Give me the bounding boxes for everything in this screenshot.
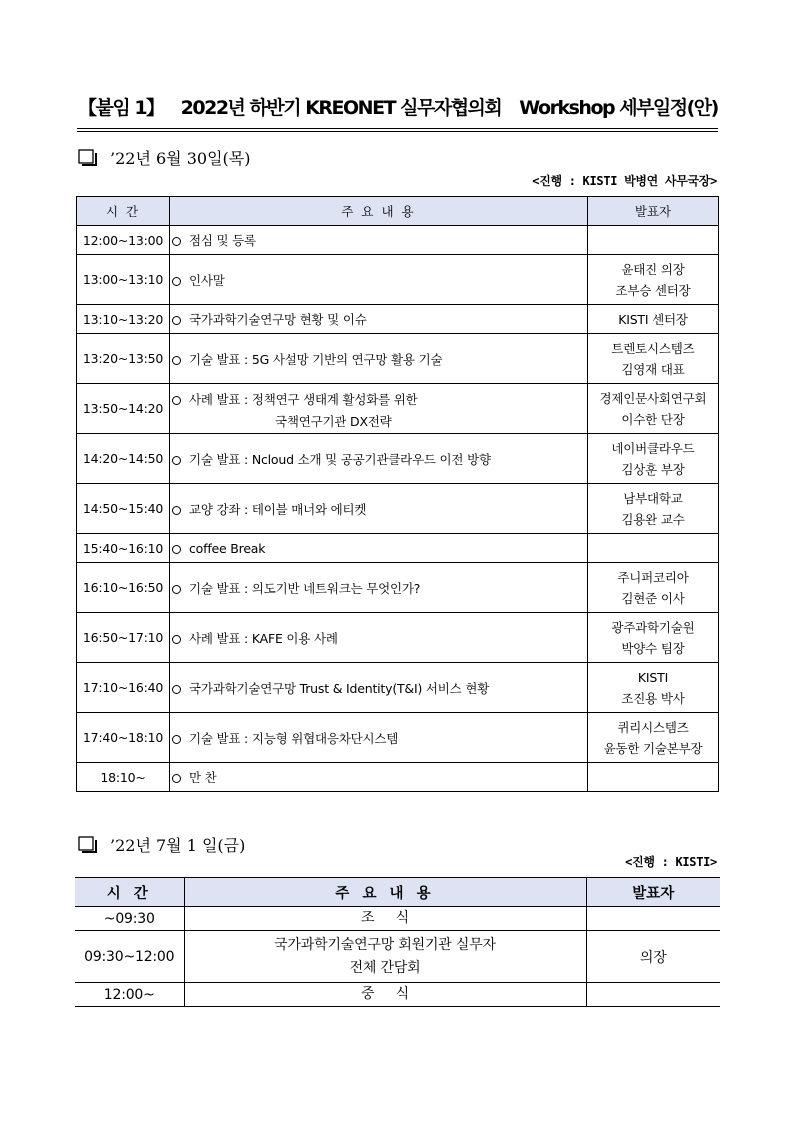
content-text: 점심 및 등록 bbox=[189, 233, 256, 248]
table-row bbox=[77, 613, 719, 663]
content-cell bbox=[170, 663, 588, 713]
time-cell: 16:50~17:10 bbox=[77, 613, 170, 663]
bullet-circle-icon bbox=[172, 774, 181, 783]
bullet-circle-icon bbox=[172, 545, 181, 554]
content-text: 조 식 bbox=[361, 910, 409, 926]
title-main: 2022년 하반기 KREONET 실무자협의회 bbox=[180, 97, 502, 119]
time-cell: 13:50~14:20 bbox=[77, 384, 170, 434]
presenter-cell bbox=[588, 334, 719, 384]
content-cell bbox=[170, 484, 588, 534]
time-cell: 13:10~13:20 bbox=[77, 305, 170, 334]
table-row bbox=[75, 983, 720, 1007]
presenter-cell bbox=[588, 613, 719, 663]
bullet-circle-icon bbox=[172, 396, 181, 405]
presenter-line: 윤태진 의장 bbox=[621, 261, 685, 277]
bullet-circle-icon bbox=[172, 356, 181, 365]
time-cell: 13:20~13:50 bbox=[77, 334, 170, 384]
col-time-header: 시 간 bbox=[75, 878, 184, 907]
presenter-line: 박양수 팀장 bbox=[621, 640, 685, 656]
table-row bbox=[77, 226, 719, 255]
table-row bbox=[77, 484, 719, 534]
day2-date-text: ’22년 7월 1 일(금) bbox=[110, 836, 246, 855]
presenter-line: KISTI bbox=[637, 669, 669, 685]
table-row bbox=[77, 255, 719, 305]
content-cell bbox=[170, 763, 588, 792]
content-text: 국가과학기술연구망 현황 및 이슈 bbox=[189, 312, 367, 327]
title-sub: Workshop 세부일정(안) bbox=[519, 97, 718, 119]
time-cell: 13:00~13:10 bbox=[77, 255, 170, 305]
table-row bbox=[77, 384, 719, 434]
presenter-cell: 의장 bbox=[586, 931, 720, 983]
time-cell: 18:10~ bbox=[77, 763, 170, 792]
presenter-line: 주니퍼코리아 bbox=[617, 569, 689, 585]
content-text: 국가과학기술연구망 회원기관 실무자 bbox=[274, 936, 496, 953]
table-row bbox=[75, 931, 720, 983]
bullet-circle-icon bbox=[172, 506, 181, 515]
content-cell bbox=[170, 534, 588, 563]
col-content-header: 주 요 내 용 bbox=[184, 878, 586, 907]
presenter-line: 김영재 대표 bbox=[621, 361, 685, 377]
time-cell: 15:40~16:10 bbox=[77, 534, 170, 563]
content-text: 기술 발표 : 5G 사설망 기반의 연구망 활용 기술 bbox=[189, 351, 443, 367]
bullet-circle-icon bbox=[172, 237, 181, 246]
presenter-cell bbox=[588, 713, 719, 763]
col-presenter-header: 발표자 bbox=[588, 197, 719, 226]
title-rule bbox=[77, 128, 718, 129]
time-cell: 14:20~14:50 bbox=[77, 434, 170, 484]
presenter-line: 이수한 단장 bbox=[621, 411, 685, 427]
content-text: 중 식 bbox=[361, 986, 409, 1002]
content-text: 교양 강좌 : 테이블 매너와 에티켓 bbox=[189, 501, 367, 517]
content-cell bbox=[184, 907, 586, 931]
content-cell bbox=[170, 305, 588, 334]
table-row bbox=[77, 305, 719, 334]
presenter-cell bbox=[588, 484, 719, 534]
presenter-cell bbox=[588, 434, 719, 484]
checkbox-icon bbox=[78, 836, 98, 854]
content-text-cont: 국책연구기관 DX전략 bbox=[275, 414, 392, 429]
time-cell: 16:10~16:50 bbox=[77, 563, 170, 613]
col-presenter-header: 발표자 bbox=[586, 878, 720, 907]
presenter-cell bbox=[588, 305, 719, 334]
bullet-circle-icon bbox=[172, 735, 181, 744]
table-row bbox=[77, 663, 719, 713]
content-text: 사례 발표 : 정책연구 생태계 활성화를 위한 bbox=[189, 392, 418, 407]
day1-host: <진행 : KISTI 박병연 사무국장> bbox=[532, 174, 717, 188]
content-cell bbox=[170, 334, 588, 384]
bullet-circle-icon bbox=[172, 635, 181, 644]
table-row bbox=[77, 534, 719, 563]
day2-date bbox=[78, 833, 245, 856]
page-title bbox=[78, 93, 718, 120]
bullet-circle-icon bbox=[172, 456, 181, 465]
content-cell bbox=[170, 434, 588, 484]
presenter-cell bbox=[588, 563, 719, 613]
bullet-circle-icon bbox=[172, 277, 181, 286]
presenter-line: 조부승 센터장 bbox=[615, 282, 691, 298]
content-cell bbox=[170, 563, 588, 613]
content-cell bbox=[170, 613, 588, 663]
presenter-line: 퀴리시스템즈 bbox=[617, 719, 689, 735]
presenter-cell bbox=[588, 534, 719, 563]
table-row bbox=[77, 763, 719, 792]
content-text: 사례 발표 : KAFE 이용 사례 bbox=[189, 630, 338, 646]
table-row bbox=[77, 563, 719, 613]
presenter-line: 광주과학기술원 bbox=[611, 619, 695, 635]
content-text: 기술 발표 : 의도기반 네트워크는 무엇인가? bbox=[189, 580, 421, 596]
table-row bbox=[77, 434, 719, 484]
presenter-cell bbox=[588, 663, 719, 713]
content-cell bbox=[170, 226, 588, 255]
time-cell: 14:50~15:40 bbox=[77, 484, 170, 534]
presenter-line: 윤동한 기술본부장 bbox=[603, 740, 703, 756]
title-rule-2 bbox=[77, 131, 718, 132]
day1-schedule-table bbox=[76, 196, 719, 792]
presenter-line: 김현준 이사 bbox=[621, 590, 685, 606]
table-header-row bbox=[77, 197, 719, 226]
content-text: 기술 발표 : 지능형 위협대응차단시스템 bbox=[189, 730, 399, 746]
day2-schedule-table bbox=[75, 877, 720, 1007]
content-text: 만 찬 bbox=[189, 770, 217, 785]
table-row bbox=[77, 334, 719, 384]
content-text: 전체 간담회 bbox=[349, 959, 421, 976]
presenter-cell bbox=[588, 226, 719, 255]
bullet-circle-icon bbox=[172, 316, 181, 325]
bullet-circle-icon bbox=[172, 585, 181, 594]
presenter-line: 김상훈 부장 bbox=[621, 461, 685, 477]
bullet-circle-icon bbox=[172, 685, 181, 694]
attachment-tag: 【붙임 1】 bbox=[78, 97, 164, 119]
time-cell: 12:00~13:00 bbox=[77, 226, 170, 255]
presenter-cell bbox=[588, 384, 719, 434]
content-cell bbox=[184, 931, 586, 983]
content-text: 국가과학기술연구망 Trust & Identity(T&I) 서비스 현황 bbox=[189, 680, 490, 696]
content-text: 인사말 bbox=[189, 272, 225, 288]
time-cell: ~09:30 bbox=[75, 907, 184, 931]
content-text: 기술 발표 : Ncloud 소개 및 공공기관클라우드 이전 방향 bbox=[189, 451, 491, 467]
presenter-line: KISTI 센터장 bbox=[618, 311, 688, 327]
time-cell: 17:10~16:40 bbox=[77, 663, 170, 713]
presenter-line: 남부대학교 bbox=[623, 490, 683, 506]
content-cell bbox=[170, 384, 588, 434]
col-content-header: 주 요 내 용 bbox=[170, 197, 588, 226]
day1-date bbox=[78, 146, 250, 169]
checkbox-icon bbox=[78, 149, 98, 167]
content-cell bbox=[170, 713, 588, 763]
time-cell: 17:40~18:10 bbox=[77, 713, 170, 763]
time-cell: 09:30~12:00 bbox=[75, 931, 184, 983]
presenter-cell bbox=[586, 983, 720, 1007]
content-cell bbox=[184, 983, 586, 1007]
presenter-line: 경제인문사회연구회 bbox=[599, 390, 707, 406]
table-row bbox=[77, 713, 719, 763]
presenter-line: 조진용 박사 bbox=[621, 690, 685, 706]
table-header-row bbox=[75, 878, 720, 907]
content-text: coffee Break bbox=[189, 540, 266, 556]
time-cell: 12:00~ bbox=[75, 983, 184, 1007]
presenter-cell bbox=[586, 907, 720, 931]
table-row bbox=[75, 907, 720, 931]
day2-host: <진행 : KISTI> bbox=[625, 855, 717, 869]
presenter-cell bbox=[588, 255, 719, 305]
presenter-cell bbox=[588, 763, 719, 792]
day1-date-text: ’22년 6월 30일(목) bbox=[110, 149, 251, 168]
presenter-line: 트렌토시스템즈 bbox=[611, 340, 695, 356]
col-time-header: 시 간 bbox=[77, 197, 170, 226]
presenter-line: 김용완 교수 bbox=[621, 511, 685, 527]
presenter-line: 네이버클라우드 bbox=[611, 440, 695, 456]
content-cell bbox=[170, 255, 588, 305]
